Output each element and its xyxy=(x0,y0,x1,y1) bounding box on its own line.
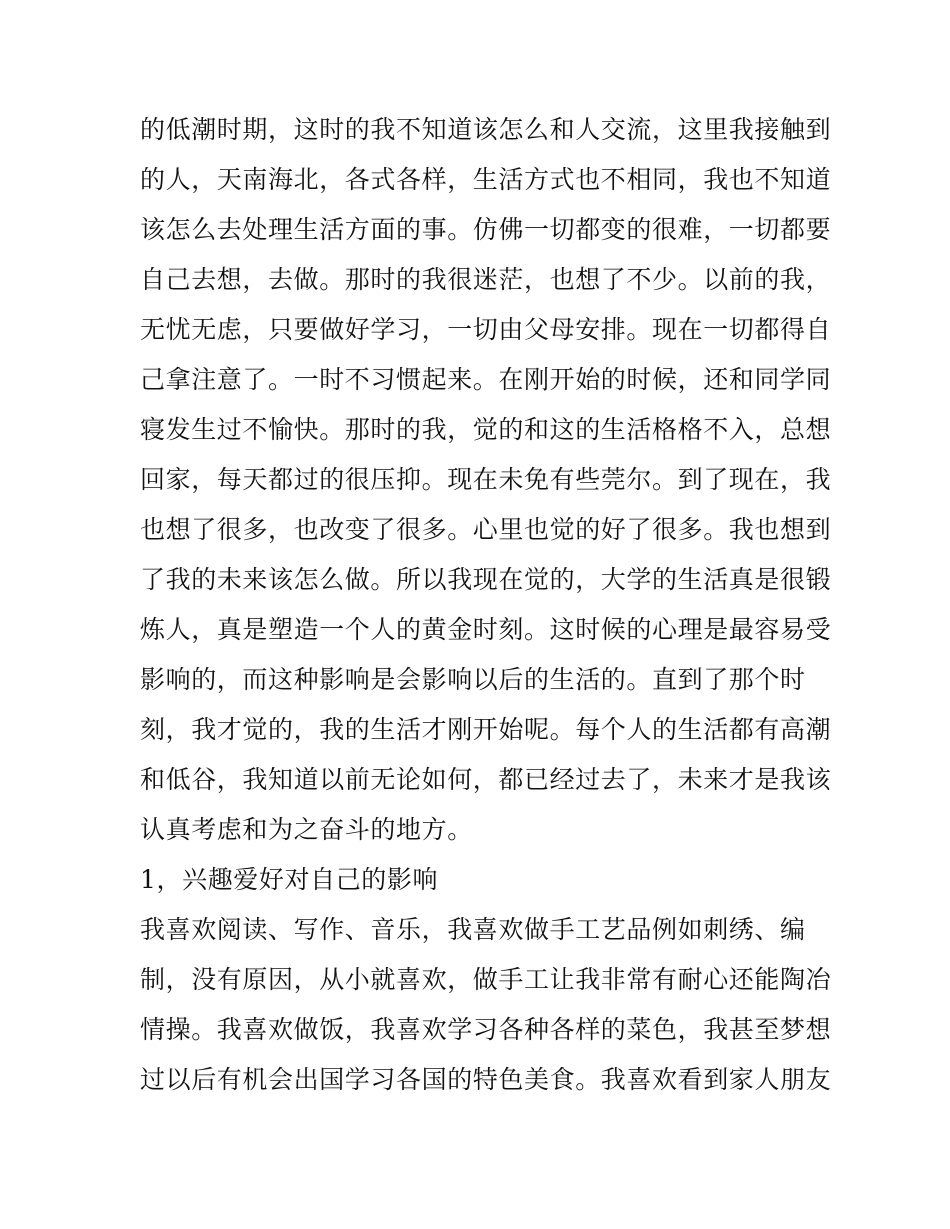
paragraph-line: 回家，每天都过的很压抑。现在未免有些莞尔。到了现在，我 xyxy=(140,465,832,494)
paragraph-line: 无忧无虑，只要做好学习，一切由父母安排。现在一切都得自 xyxy=(140,315,832,344)
paragraph-line: 我喜欢阅读、写作、音乐，我喜欢做手工艺品例如刺绣、编 xyxy=(140,915,806,944)
paragraph-line: 了我的未来该怎么做。所以我现在觉的，大学的生活真是很锻 xyxy=(140,565,832,594)
paragraph-line: 自己去想，去做。那时的我很迷茫，也想了不少。以前的我， xyxy=(140,265,832,294)
paragraph-line: 制，没有原因，从小就喜欢，做手工让我非常有耐心还能陶冶 xyxy=(140,965,832,994)
paragraph-line: 己拿注意了。一时不习惯起来。在刚开始的时候，还和同学同 xyxy=(140,365,832,394)
paragraph-line: 该怎么去处理生活方面的事。仿佛一切都变的很难，一切都要 xyxy=(140,215,832,244)
paragraph-line: 和低谷，我知道以前无论如何，都已经过去了，未来才是我该 xyxy=(140,765,832,794)
paragraph-line: 炼人，真是塑造一个人的黄金时刻。这时候的心理是最容易受 xyxy=(140,615,832,644)
paragraph-line: 影响的，而这种影响是会影响以后的生活的。直到了那个时 xyxy=(140,665,806,694)
paragraph-line: 也想了很多，也改变了很多。心里也觉的好了很多。我也想到 xyxy=(140,515,832,544)
paragraph-line: 认真考虑和为之奋斗的地方。 xyxy=(140,815,473,844)
paragraph-line: 的低潮时期，这时的我不知道该怎么和人交流，这里我接触到 xyxy=(140,115,832,144)
paragraph-line: 寝发生过不愉快。那时的我，觉的和这的生活格格不入，总想 xyxy=(140,415,832,444)
paragraph-line: 的人，天南海北，各式各样，生活方式也不相同，我也不知道 xyxy=(140,165,832,194)
paragraph-line: 刻，我才觉的，我的生活才刚开始呢。每个人的生活都有高潮 xyxy=(140,715,832,744)
paragraph-line: 情操。我喜欢做饭，我喜欢学习各种各样的菜色，我甚至梦想 xyxy=(140,1015,832,1044)
section-heading: 1，兴趣爱好对自己的影响 xyxy=(140,865,439,894)
paragraph-line: 过以后有机会出国学习各国的特色美食。我喜欢看到家人朋友 xyxy=(140,1065,832,1094)
